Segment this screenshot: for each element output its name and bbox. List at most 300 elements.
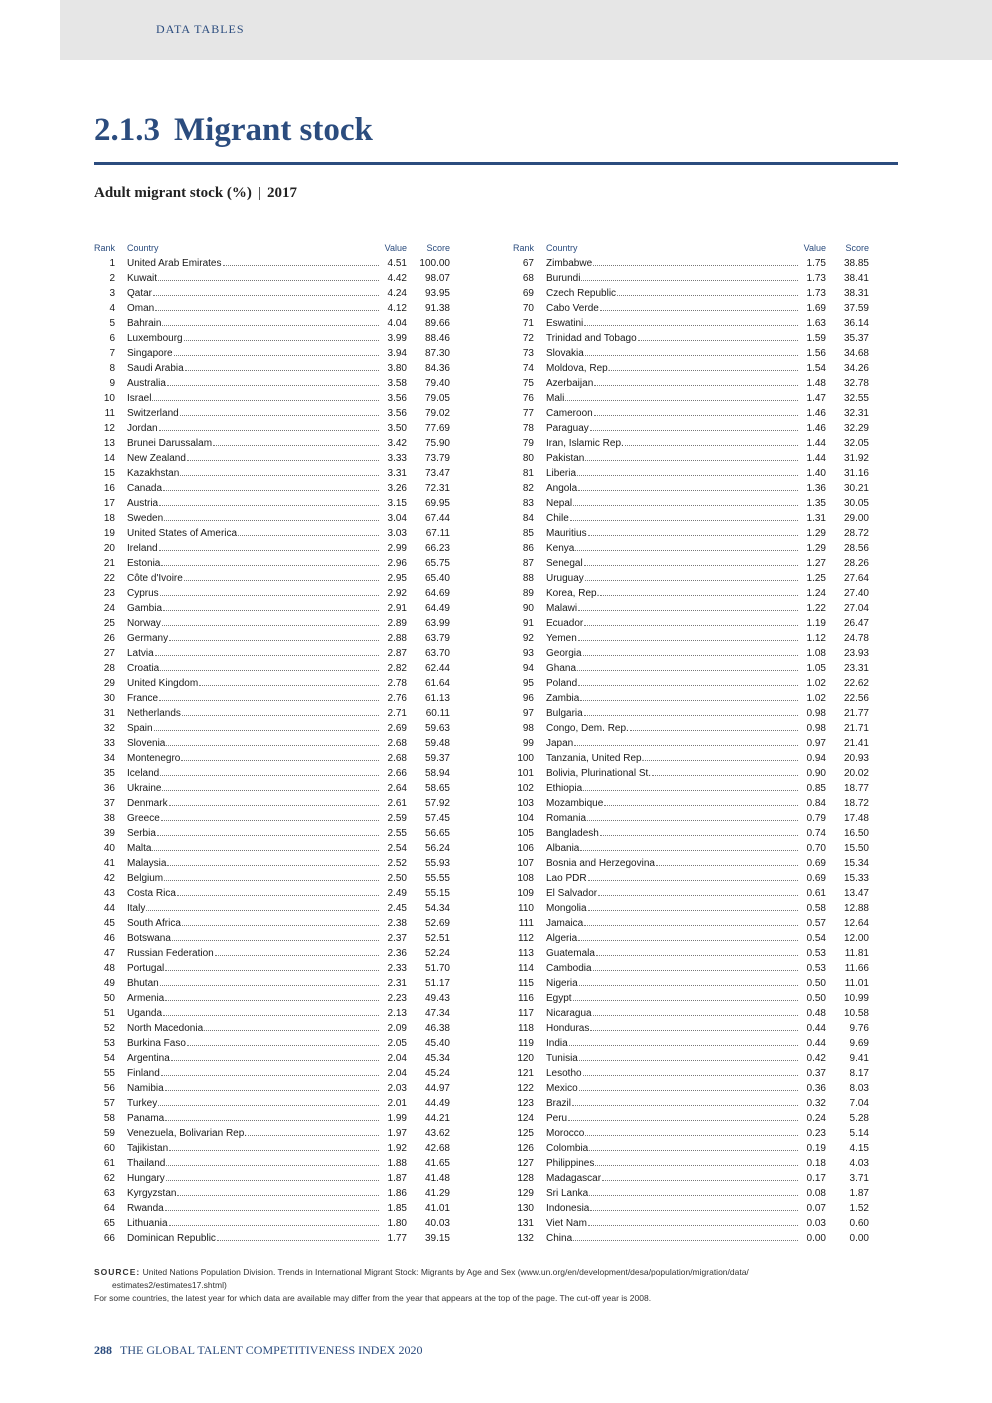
country-name: Ethiopia: [546, 783, 583, 794]
value-cell: 2.59: [387, 813, 407, 824]
table-row: [513, 1036, 869, 1051]
country-name: Korea, Rep.: [546, 588, 600, 599]
country-cell: [546, 841, 799, 856]
score-cell: 77.69: [424, 423, 450, 434]
header-rank: Rank: [513, 243, 535, 253]
dot-leader: [187, 1044, 379, 1046]
country-name: Japan: [546, 738, 574, 749]
score-cell: 79.02: [424, 408, 450, 419]
score-cell: 11.81: [844, 948, 869, 959]
table-row: [513, 466, 869, 481]
table-row: [94, 361, 450, 376]
rank-cell: 88: [522, 573, 534, 584]
score-cell: 4.03: [849, 1158, 869, 1169]
rank-cell: 112: [518, 933, 534, 944]
dot-leader: [159, 699, 379, 701]
rank-cell: 77: [522, 408, 534, 419]
score-cell: 5.14: [849, 1128, 869, 1139]
country-name: Argentina: [127, 1053, 170, 1064]
table-row: [513, 1081, 869, 1096]
country-cell: [127, 1021, 380, 1036]
country-name: Finland: [127, 1068, 160, 1079]
source-url-continuation: estimates2/estimates17.shtml): [112, 1280, 227, 1290]
table-row: [94, 991, 450, 1006]
value-cell: 2.55: [387, 828, 407, 839]
value-cell: 1.29: [806, 543, 826, 554]
dot-leader: [568, 1119, 798, 1121]
country-name: Saudi Arabia: [127, 363, 184, 374]
score-cell: 43.62: [424, 1128, 450, 1139]
country-name: Norway: [127, 618, 161, 629]
rank-cell: 111: [518, 918, 534, 929]
country-name: Brunei Darussalam: [127, 438, 213, 449]
value-cell: 0.44: [806, 1023, 826, 1034]
value-cell: 1.92: [387, 1143, 407, 1154]
score-cell: 44.49: [424, 1098, 450, 1109]
country-cell: [127, 751, 380, 766]
value-cell: 1.99: [387, 1113, 407, 1124]
rank-cell: 116: [518, 993, 534, 1004]
rank-cell: 23: [103, 588, 115, 599]
dot-leader: [578, 684, 798, 686]
dot-leader: [577, 669, 798, 671]
rank-cell: 29: [103, 678, 115, 689]
country-cell: [127, 841, 380, 856]
country-name: Madagascar: [546, 1173, 602, 1184]
country-cell: [127, 286, 380, 301]
dot-leader: [588, 1224, 798, 1226]
table-row: [513, 781, 869, 796]
value-cell: 1.02: [806, 678, 826, 689]
dot-leader: [589, 1194, 798, 1196]
score-cell: 59.63: [424, 723, 450, 734]
rank-cell: 79: [522, 438, 534, 449]
score-cell: 93.95: [424, 288, 450, 299]
dot-leader: [578, 939, 798, 941]
score-cell: 15.33: [843, 873, 869, 884]
dot-leader: [155, 654, 379, 656]
rank-cell: 106: [517, 843, 534, 854]
score-cell: 34.26: [843, 363, 869, 374]
table-row: [513, 871, 869, 886]
country-cell: [546, 811, 799, 826]
score-cell: 65.40: [424, 573, 450, 584]
country-name: Slovenia: [127, 738, 166, 749]
rank-cell: 46: [103, 933, 115, 944]
score-cell: 28.26: [843, 558, 869, 569]
value-cell: 2.36: [387, 948, 407, 959]
value-cell: 1.59: [806, 333, 826, 344]
score-cell: 45.40: [424, 1038, 450, 1049]
country-cell: [546, 436, 799, 451]
score-cell: 12.00: [843, 933, 869, 944]
country-cell: [127, 586, 380, 601]
value-cell: 0.84: [806, 798, 826, 809]
value-cell: 0.90: [806, 768, 826, 779]
dot-leader: [583, 654, 798, 656]
value-cell: 1.56: [806, 348, 826, 359]
value-cell: 0.32: [806, 1098, 826, 1109]
table-row: [94, 481, 450, 496]
dot-leader: [579, 1089, 798, 1091]
country-cell: [127, 256, 380, 271]
value-cell: 0.08: [806, 1188, 826, 1199]
value-cell: 2.76: [387, 693, 407, 704]
score-cell: 59.37: [424, 753, 450, 764]
value-cell: 0.00: [806, 1233, 826, 1244]
country-cell: [546, 271, 799, 286]
value-cell: 4.04: [387, 318, 407, 329]
score-cell: 39.15: [424, 1233, 450, 1244]
dot-leader: [590, 1209, 798, 1211]
score-cell: 32.55: [843, 393, 869, 404]
score-cell: 41.29: [424, 1188, 450, 1199]
rank-cell: 15: [103, 468, 115, 479]
country-name: Greece: [127, 813, 160, 824]
value-cell: 1.05: [806, 663, 826, 674]
country-name: Trinidad and Tobago: [546, 333, 637, 344]
table-row: [513, 661, 869, 676]
dot-leader: [584, 924, 798, 926]
dot-leader: [174, 354, 379, 356]
value-cell: 0.94: [806, 753, 826, 764]
rank-cell: 97: [522, 708, 534, 719]
country-name: Portugal: [127, 963, 165, 974]
dot-leader: [152, 399, 379, 401]
subtitle-year: 2017: [266, 185, 297, 201]
country-name: Spain: [127, 723, 153, 734]
dot-leader: [163, 489, 379, 491]
dot-leader: [578, 489, 798, 491]
dot-leader: [152, 849, 379, 851]
score-cell: 32.78: [843, 378, 869, 389]
score-cell: 59.48: [424, 738, 450, 749]
score-cell: 73.79: [424, 453, 450, 464]
country-cell: [546, 1156, 799, 1171]
country-name: Egypt: [546, 993, 572, 1004]
country-name: Malta: [127, 843, 152, 854]
country-name: Latvia: [127, 648, 154, 659]
table-row: [513, 1231, 869, 1246]
dot-leader: [593, 264, 798, 266]
rank-cell: 22: [103, 573, 115, 584]
table-row: [513, 286, 869, 301]
dot-leader: [594, 384, 798, 386]
value-cell: 1.54: [806, 363, 826, 374]
rank-cell: 118: [518, 1023, 534, 1034]
country-name: Honduras: [546, 1023, 590, 1034]
table-row: [94, 256, 450, 271]
country-name: France: [127, 693, 159, 704]
value-cell: 3.31: [387, 468, 407, 479]
rank-cell: 94: [522, 663, 534, 674]
dot-leader: [596, 954, 798, 956]
value-cell: 0.69: [806, 873, 826, 884]
country-cell: [127, 421, 380, 436]
score-cell: 27.64: [843, 573, 869, 584]
value-cell: 2.03: [387, 1083, 407, 1094]
table-row: [513, 931, 869, 946]
value-cell: 3.56: [387, 393, 407, 404]
rank-cell: 1: [109, 258, 115, 269]
rank-cell: 14: [103, 453, 115, 464]
dot-leader: [217, 1239, 379, 1241]
value-cell: 2.87: [387, 648, 407, 659]
dot-leader: [199, 684, 379, 686]
score-cell: 0.00: [849, 1233, 869, 1244]
rank-cell: 4: [109, 303, 115, 314]
country-name: Lao PDR: [546, 873, 587, 884]
table-row: [94, 1216, 450, 1231]
rank-cell: 55: [103, 1068, 115, 1079]
country-cell: [127, 1096, 380, 1111]
table-row: [94, 391, 450, 406]
dot-leader: [570, 519, 798, 521]
score-cell: 9.69: [849, 1038, 869, 1049]
rank-cell: 8: [109, 363, 115, 374]
score-cell: 30.05: [843, 498, 869, 509]
country-cell: [127, 451, 380, 466]
value-cell: 1.40: [806, 468, 826, 479]
rank-cell: 11: [104, 408, 115, 419]
country-cell: [127, 511, 380, 526]
rank-cell: 130: [517, 1203, 534, 1214]
rank-cell: 6: [109, 333, 115, 344]
dot-leader: [590, 429, 798, 431]
country-name: North Macedonia: [127, 1023, 204, 1034]
table-row: [513, 256, 869, 271]
country-name: Czech Republic: [546, 288, 617, 299]
country-cell: [546, 706, 799, 721]
table-row: [94, 661, 450, 676]
dot-leader: [171, 1059, 379, 1061]
value-cell: 1.73: [806, 273, 826, 284]
dot-leader: [180, 414, 379, 416]
country-cell: [546, 1051, 799, 1066]
country-name: Italy: [127, 903, 146, 914]
rank-cell: 33: [103, 738, 115, 749]
dot-leader: [169, 1224, 379, 1226]
value-cell: 0.17: [806, 1173, 826, 1184]
country-name: Nicaragua: [546, 1008, 592, 1019]
value-cell: 0.74: [806, 828, 826, 839]
table-row: [94, 751, 450, 766]
table-row: [94, 1036, 450, 1051]
value-cell: 2.96: [387, 558, 407, 569]
footnote: [94, 1266, 894, 1305]
score-cell: 49.43: [424, 993, 450, 1004]
table-row: [513, 526, 869, 541]
table-row: [94, 916, 450, 931]
country-name: Gambia: [127, 603, 163, 614]
table-row: [513, 736, 869, 751]
score-cell: 63.99: [424, 618, 450, 629]
country-name: Bahrain: [127, 318, 162, 329]
subtitle-label: Adult migrant stock (%): [94, 185, 252, 201]
table-row: [513, 376, 869, 391]
dot-leader: [604, 804, 798, 806]
country-cell: [127, 871, 380, 886]
value-cell: 1.47: [806, 393, 826, 404]
country-cell: [127, 571, 380, 586]
table-row: [513, 841, 869, 856]
rank-cell: 42: [103, 873, 115, 884]
score-cell: 91.38: [424, 303, 450, 314]
country-name: Iran, Islamic Rep.: [546, 438, 624, 449]
country-name: Jordan: [127, 423, 158, 434]
country-cell: [546, 931, 799, 946]
country-name: Ireland: [127, 543, 158, 554]
dot-leader: [185, 369, 379, 371]
score-cell: 61.64: [424, 678, 450, 689]
country-name: Uganda: [127, 1008, 163, 1019]
rank-cell: 122: [517, 1083, 534, 1094]
value-cell: 0.44: [806, 1038, 826, 1049]
table-row: [94, 346, 450, 361]
country-cell: [546, 556, 799, 571]
value-cell: 3.56: [387, 408, 407, 419]
table-row: [513, 991, 869, 1006]
country-cell: [127, 931, 380, 946]
country-cell: [127, 676, 380, 691]
value-cell: 2.64: [387, 783, 407, 794]
score-cell: 60.11: [425, 708, 450, 719]
table-row: [94, 856, 450, 871]
country-name: Dominican Republic: [127, 1233, 216, 1244]
country-cell: [546, 826, 799, 841]
country-cell: [127, 436, 380, 451]
rank-cell: 96: [522, 693, 534, 704]
rank-cell: 124: [517, 1113, 534, 1124]
country-cell: [546, 451, 799, 466]
country-name: Namibia: [127, 1083, 164, 1094]
score-cell: 37.59: [843, 303, 869, 314]
country-cell: [127, 406, 380, 421]
rank-cell: 50: [103, 993, 115, 1004]
score-cell: 64.69: [424, 588, 450, 599]
rank-cell: 27: [103, 648, 115, 659]
score-cell: 35.37: [843, 333, 869, 344]
dot-leader: [172, 939, 379, 941]
dot-leader: [656, 864, 798, 866]
table-row: [513, 1021, 869, 1036]
table-row: [513, 706, 869, 721]
score-cell: 45.34: [424, 1053, 450, 1064]
country-name: Indonesia: [546, 1203, 590, 1214]
header-bar: [60, 0, 992, 60]
value-cell: 3.04: [387, 513, 407, 524]
value-cell: 2.52: [387, 858, 407, 869]
score-cell: 0.60: [849, 1218, 869, 1229]
country-cell: [127, 991, 380, 1006]
score-cell: 41.65: [424, 1158, 450, 1169]
value-cell: 0.53: [806, 948, 826, 959]
country-name: Mauritius: [546, 528, 587, 539]
dot-leader: [154, 729, 379, 731]
title-number: 2.1.3: [94, 112, 160, 148]
country-name: Cabo Verde: [546, 303, 599, 314]
table-row: [94, 1111, 450, 1126]
country-cell: [127, 646, 380, 661]
table-row: [94, 541, 450, 556]
rank-cell: 48: [103, 963, 115, 974]
rank-cell: 74: [522, 363, 534, 374]
table-row: [94, 1006, 450, 1021]
table-row: [94, 586, 450, 601]
table-row: [94, 406, 450, 421]
country-name: United Kingdom: [127, 678, 199, 689]
value-cell: 1.46: [806, 423, 826, 434]
header-rank: Rank: [94, 243, 116, 253]
country-cell: [546, 1021, 799, 1036]
country-cell: [127, 376, 380, 391]
country-name: Albania: [546, 843, 580, 854]
score-cell: 17.48: [843, 813, 869, 824]
country-cell: [127, 796, 380, 811]
score-cell: 52.24: [424, 948, 450, 959]
table-row: [94, 676, 450, 691]
table-row: [94, 1186, 450, 1201]
country-name: India: [546, 1038, 568, 1049]
value-cell: 1.77: [387, 1233, 407, 1244]
table-row: [513, 361, 869, 376]
country-name: Jamaica: [546, 918, 584, 929]
dot-leader: [565, 399, 798, 401]
rank-cell: 34: [103, 753, 115, 764]
dot-leader: [157, 834, 379, 836]
country-name: Colombia: [546, 1143, 589, 1154]
score-cell: 11.01: [844, 978, 869, 989]
value-cell: 1.35: [806, 498, 826, 509]
score-cell: 34.68: [843, 348, 869, 359]
value-cell: 0.23: [806, 1128, 826, 1139]
dot-leader: [165, 999, 379, 1001]
value-cell: 0.18: [806, 1158, 826, 1169]
country-name: Hungary: [127, 1173, 165, 1184]
rank-cell: 109: [517, 888, 534, 899]
dot-leader: [578, 639, 798, 641]
rank-cell: 123: [517, 1098, 534, 1109]
table-row: [94, 976, 450, 991]
value-cell: 1.27: [806, 558, 826, 569]
rank-cell: 101: [517, 768, 534, 779]
country-cell: [546, 571, 799, 586]
rank-cell: 113: [518, 948, 534, 959]
table-row: [94, 1156, 450, 1171]
country-name: Denmark: [127, 798, 168, 809]
country-name: Qatar: [127, 288, 153, 299]
dot-leader: [569, 1044, 798, 1046]
country-name: Slovakia: [546, 348, 584, 359]
value-cell: 0.48: [806, 1008, 826, 1019]
table-row: [513, 451, 869, 466]
country-name: Singapore: [127, 348, 173, 359]
country-name: Montenegro: [127, 753, 181, 764]
table-row: [94, 511, 450, 526]
table-row: [513, 901, 869, 916]
rank-cell: 126: [517, 1143, 534, 1154]
dot-leader: [158, 1104, 379, 1106]
dot-leader: [169, 1149, 379, 1151]
page-number: 288: [94, 1343, 112, 1357]
score-cell: 67.44: [424, 513, 450, 524]
score-cell: 11.66: [844, 963, 869, 974]
value-cell: 1.36: [806, 483, 826, 494]
rank-cell: 5: [109, 318, 115, 329]
page-title: [94, 112, 373, 149]
table-row: [94, 271, 450, 286]
dot-leader: [579, 1059, 798, 1061]
